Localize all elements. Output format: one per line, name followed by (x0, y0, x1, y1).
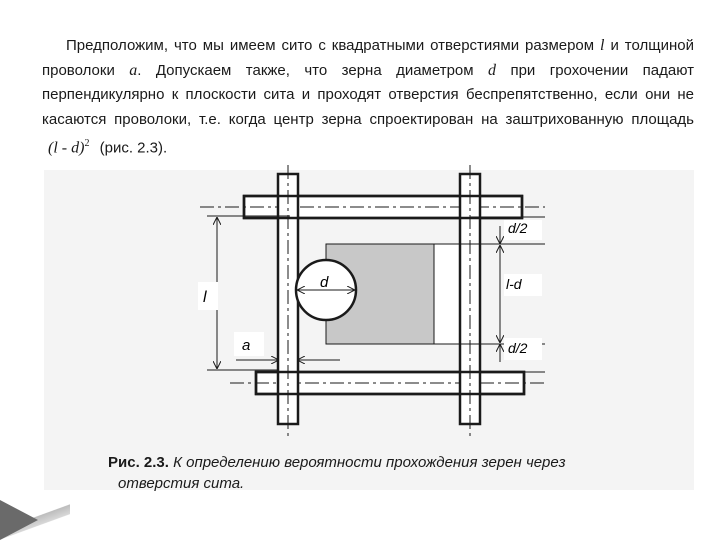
clear-strip (434, 244, 460, 344)
label-l-minus-d: l-d (506, 276, 522, 292)
label-a: a (242, 337, 251, 354)
grain-circle (296, 260, 356, 320)
top-horizontal-wire (200, 196, 545, 218)
left-vertical-wire (278, 165, 298, 440)
var-l: l (600, 37, 605, 54)
label-d2-top: d/2 (508, 220, 528, 236)
caption-text-line2: отверстия сита. (118, 475, 245, 492)
right-vertical-wire (460, 165, 480, 440)
formula-shaded-area: (l - d)$^2$ (48, 138, 90, 157)
body-paragraph: Предположим, что мы имеем сито с квадратными отверстиями размером l и толщиной проволоки a. Допускаем также, что зерна диаметром d при грохочении падают перпендикулярно к плоскости сита и проходят отверстия беспрепятственно, если они не касаются проволоки, т.е. когда центр зерна спроектирован на заштрихованную площадь (l - d)$^2$ (рис. 2.3). (42, 34, 694, 161)
label-d-circle: d (320, 274, 329, 291)
label-l: l (203, 289, 207, 306)
caption-text-line1: К определению вероятности прохождения зерен через (173, 454, 566, 471)
label-d2-bottom: d/2 (508, 340, 528, 356)
var-a: a (129, 61, 138, 79)
caption-number: Рис. 2.3. (108, 454, 169, 471)
figure-caption (108, 452, 668, 494)
var-d: d (488, 61, 497, 79)
